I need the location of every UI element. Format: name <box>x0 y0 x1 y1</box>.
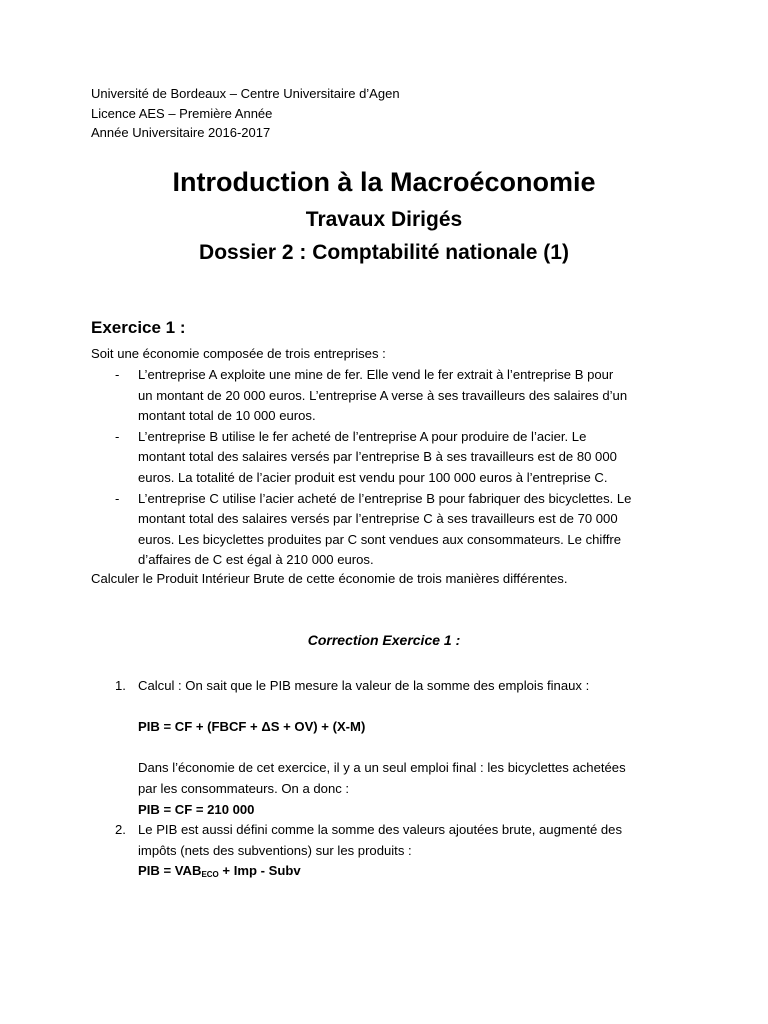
formula-part: + Imp - Subv <box>218 863 301 879</box>
bullet-line: montant total des salaires versés par l’entreprise C à ses travailleurs est de 70 000 <box>138 511 618 527</box>
bullet-marker: - <box>115 428 120 444</box>
item-line: par les consommateurs. On a donc : <box>138 780 350 796</box>
academic-year-line: Année Universitaire 2016-2017 <box>91 125 271 140</box>
subtitle-td: Travaux Dirigés <box>305 208 463 231</box>
correction-title: Correction Exercice 1 : <box>307 632 461 648</box>
exercise-question: Calculer le Produit Intérieur Brute de cette économie de trois manières différentes. <box>91 571 568 586</box>
bullet-line: L’entreprise C utilise l’acier acheté de l’entreprise B pour fabriquer des bicyclettes. Le <box>138 490 632 506</box>
exercise-bullet-list <box>91 365 691 571</box>
bullet-item <box>91 489 691 571</box>
item-number: 2. <box>115 822 126 838</box>
title-block <box>0 160 768 270</box>
pib-formula-emplois: PIB = CF + (FBCF + ΔS + OV) + (X-M) <box>138 719 366 735</box>
exercise-intro: Soit une économie composée de trois entreprises : <box>91 346 386 361</box>
formula-subscript: ECO <box>201 870 219 880</box>
bullet-line: montant total de 10 000 euros. <box>138 408 316 424</box>
correction-list <box>91 676 691 886</box>
subtitle-dossier: Dossier 2 : Comptabilité nationale (1) <box>199 241 569 264</box>
pib-result: PIB = CF = 210 000 <box>138 801 255 817</box>
item-number: 1. <box>115 678 126 693</box>
exercise-title: Exercice 1 : <box>91 318 186 337</box>
bullet-line: L’entreprise B utilise le fer acheté de l’entreprise A pour produire de l’acier. Le <box>138 428 587 444</box>
main-title: Introduction à la Macroéconomie <box>172 167 596 197</box>
bullet-item <box>91 427 691 489</box>
item-line: impôts (nets des subventions) sur les produits : <box>138 842 412 858</box>
bullet-line: euros. La totalité de l’acier produit est vendu pour 100 000 euros à l’entreprise C. <box>138 469 608 485</box>
bullet-line: L’entreprise A exploite une mine de fer. Elle vend le fer extrait à l’entreprise B pour <box>138 367 614 382</box>
bullet-line: d’affaires de C est égal à 210 000 euros. <box>138 552 374 568</box>
bullet-marker: - <box>115 490 120 506</box>
item-line: Dans l’économie de cet exercice, il y a un seul emploi final : les bicyclettes achetées <box>138 760 626 776</box>
university-line: Université de Bordeaux – Centre Universitaire d’Agen <box>91 86 400 101</box>
item-line: Calcul : On sait que le PIB mesure la valeur de la somme des emplois finaux : <box>138 678 590 693</box>
document-header <box>91 84 400 143</box>
pib-formula-vab <box>138 861 691 886</box>
program-line: Licence AES – Première Année <box>91 105 273 121</box>
correction-item-2 <box>91 820 691 886</box>
bullet-line: un montant de 20 000 euros. L’entreprise A verse à ses travailleurs des salaires d’un <box>138 387 628 403</box>
formula-part: PIB = VAB <box>138 863 202 879</box>
item-line: Le PIB est aussi défini comme la somme des valeurs ajoutées brute, augmenté des <box>138 822 622 838</box>
bullet-marker: - <box>115 367 120 382</box>
correction-item-1 <box>91 676 691 820</box>
bullet-item <box>91 365 691 427</box>
bullet-line: montant total des salaires versés par l’entreprise B à ses travailleurs est de 80 000 <box>138 449 617 465</box>
bullet-line: euros. Les bicyclettes produites par C sont vendues aux consommateurs. Le chiffre <box>138 531 622 547</box>
